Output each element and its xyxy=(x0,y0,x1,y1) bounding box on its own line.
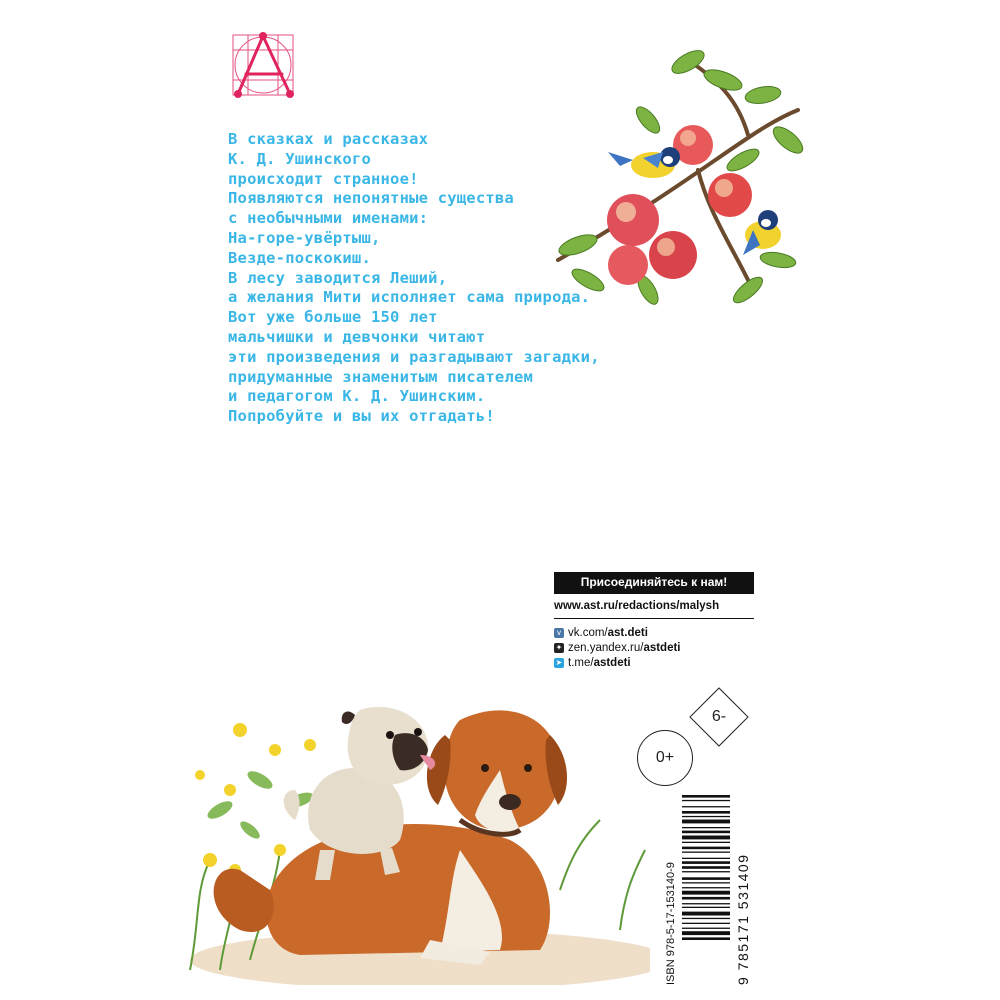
barcode-bar xyxy=(682,937,730,940)
barcode-bar xyxy=(682,861,730,864)
barcode-bar xyxy=(682,842,730,843)
social-link-prefix: zen.yandex.ru/ xyxy=(568,641,644,654)
barcode-bar xyxy=(682,871,730,872)
barcode-bar xyxy=(682,847,730,850)
barcode-bar xyxy=(682,866,730,869)
barcode-bar xyxy=(682,931,730,935)
barcode-bar xyxy=(682,882,730,883)
apple-branch-illustration xyxy=(548,40,808,310)
barcode-bar xyxy=(682,891,730,895)
dogs-illustration xyxy=(180,690,650,985)
barcode-bar xyxy=(682,820,730,824)
join-us-banner: Присоединяйтесь к нам! xyxy=(554,572,754,594)
barcode-bar xyxy=(682,907,730,908)
barcode-bar xyxy=(682,795,730,798)
age-rating-diamond xyxy=(690,688,748,746)
social-link-prefix: vk.com/ xyxy=(568,626,608,639)
barcode-bar xyxy=(682,800,730,801)
blurb-line: мальчишки и девчонки читают xyxy=(228,327,486,346)
barcode-bar xyxy=(682,897,730,900)
social-links-list xyxy=(554,625,754,670)
barcode-bar xyxy=(682,852,730,853)
barcode-bar xyxy=(682,858,730,859)
blurb-line: а желания Мити исполняет сама природа. xyxy=(228,288,591,307)
social-links-block xyxy=(554,572,754,670)
social-link-vk[interactable] xyxy=(554,625,754,640)
vk-icon: v xyxy=(554,628,564,638)
social-link-prefix: t.me/ xyxy=(568,656,594,669)
tit-bird-left xyxy=(608,147,680,178)
barcode-bar xyxy=(682,903,730,904)
barcode-bar xyxy=(682,827,730,828)
blurb-line: Попробуйте и вы их отгадать! xyxy=(228,407,495,426)
zen-icon: ✦ xyxy=(555,642,563,652)
blurb-line: Появляются непонятные существа xyxy=(228,189,514,208)
isbn-label: ISBN 978-5-17-153140-9 xyxy=(665,862,677,985)
barcode-bar xyxy=(682,918,730,919)
blurb-line: придуманные знаменитым писателем xyxy=(228,367,534,386)
social-link-telegram[interactable] xyxy=(554,655,754,670)
barcode-bar xyxy=(682,806,730,807)
barcode-bar xyxy=(682,811,730,814)
social-link-handle: astdeti xyxy=(643,641,681,654)
blurb-line: К. Д. Ушинского xyxy=(228,149,371,168)
barcode-bar xyxy=(682,923,730,924)
barcode-bar xyxy=(682,912,730,916)
blurb-line: и педагогом К. Д. Ушинским. xyxy=(228,387,486,406)
blurb-line: Вот уже больше 150 лет xyxy=(228,308,438,327)
social-link-zen[interactable] xyxy=(554,640,754,655)
barcode-bar xyxy=(682,877,730,880)
age-rating-diamond-label: 6- xyxy=(711,708,727,725)
publisher-logo xyxy=(228,30,298,100)
telegram-icon: ➤ xyxy=(555,657,563,667)
blurb-line: Везде-поскокиш. xyxy=(228,248,371,267)
age-rating-circle: 0+ xyxy=(637,730,693,786)
barcode-bar xyxy=(682,816,730,817)
social-link-handle: astdeti xyxy=(593,656,631,669)
blurb-line: В сказках и рассказах xyxy=(228,130,429,148)
publisher-website[interactable]: www.ast.ru/redactions/malysh xyxy=(554,600,754,619)
barcode-bar xyxy=(682,887,730,888)
barcode-bar xyxy=(682,831,730,834)
blurb-line: В лесу заводится Леший, xyxy=(228,268,448,287)
tit-bird-right xyxy=(743,210,781,255)
blurb-line: с необычными именами: xyxy=(228,209,429,228)
blurb-line: На-горе-увёртыш, xyxy=(228,228,381,247)
blurb-line: происходит странное! xyxy=(228,169,419,188)
barcode-bar xyxy=(682,928,730,929)
isbn-digits: 9 785171 531409 xyxy=(735,853,751,985)
blurb-line: эти произведения и разгадывают загадки, xyxy=(228,347,600,366)
barcode-bar xyxy=(682,836,730,840)
social-link-handle: ast.deti xyxy=(607,626,648,639)
